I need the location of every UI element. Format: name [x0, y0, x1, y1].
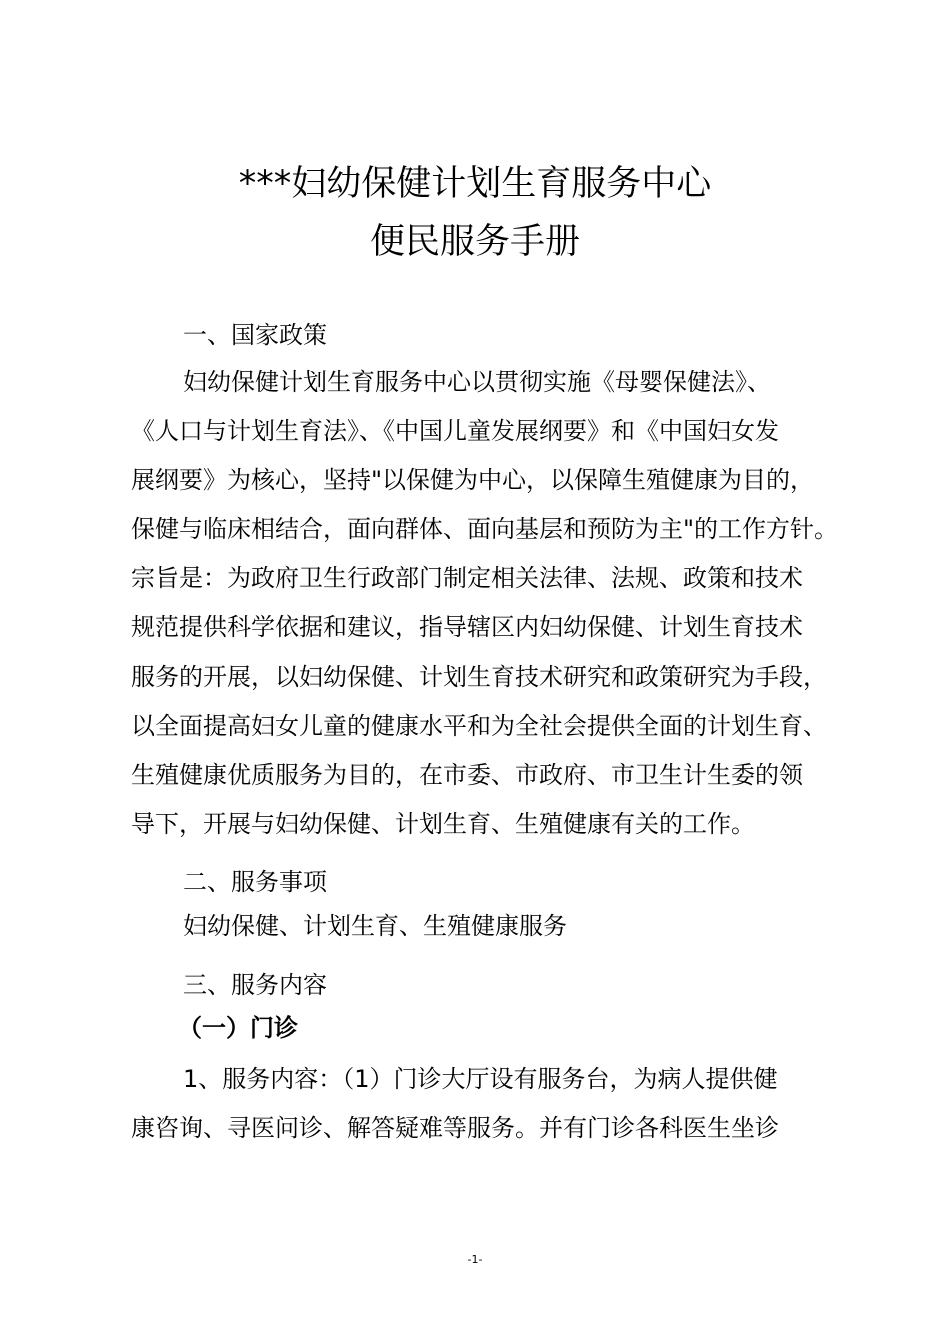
page-number: -1-	[467, 1253, 483, 1266]
section-1-paragraph-line: 规范提供科学依据和建议，指导辖区内妇幼保健、计划生育技术	[131, 613, 803, 641]
section-3-paragraph-line: 1、服务内容：（1）门诊大厅设有服务台，为病人提供健	[183, 1065, 778, 1093]
section-1-paragraph-line: 以全面提高妇女儿童的健康水平和为全社会提供全面的计划生育、	[131, 712, 827, 740]
section-3-heading: 三、服务内容	[183, 971, 327, 999]
section-2-heading: 二、服务事项	[183, 868, 327, 896]
document-title-line1: ***妇幼保健计划生育服务中心	[238, 164, 712, 204]
section-3-paragraph-line: 康咨询、寻医问诊、解答疑难等服务。并有门诊各科医生坐诊	[131, 1114, 779, 1142]
document-title-line2: 便民服务手册	[369, 222, 580, 262]
section-3-subheading: （一）门诊	[178, 1014, 298, 1042]
section-1-paragraph-line: 妇幼保健计划生育服务中心以贯彻实施《母婴保健法》、	[183, 368, 771, 396]
section-1-heading: 一、国家政策	[183, 321, 327, 349]
section-1-paragraph-line: 展纲要》为核心，坚持"以保健为中心，以保障生殖健康为目的，	[131, 466, 815, 494]
section-1-paragraph-line: 保健与临床相结合，面向群体、面向基层和预防为主"的工作方针。	[131, 515, 839, 543]
section-1-paragraph-line: 导下，开展与妇幼保健、计划生育、生殖健康有关的工作。	[131, 810, 755, 838]
section-1-paragraph-line: 服务的开展，以妇幼保健、计划生育技术研究和政策研究为手段，	[131, 663, 827, 691]
section-2-text: 妇幼保健、计划生育、生殖健康服务	[183, 912, 567, 940]
section-1-paragraph-line: 宗旨是：为政府卫生行政部门制定相关法律、法规、政策和技术	[131, 564, 803, 592]
section-1-paragraph-line: 《人口与计划生育法》、《中国儿童发展纲要》和《中国妇女发	[131, 417, 779, 445]
section-1-paragraph-line: 生殖健康优质服务为目的，在市委、市政府、市卫生计生委的领	[131, 761, 803, 789]
